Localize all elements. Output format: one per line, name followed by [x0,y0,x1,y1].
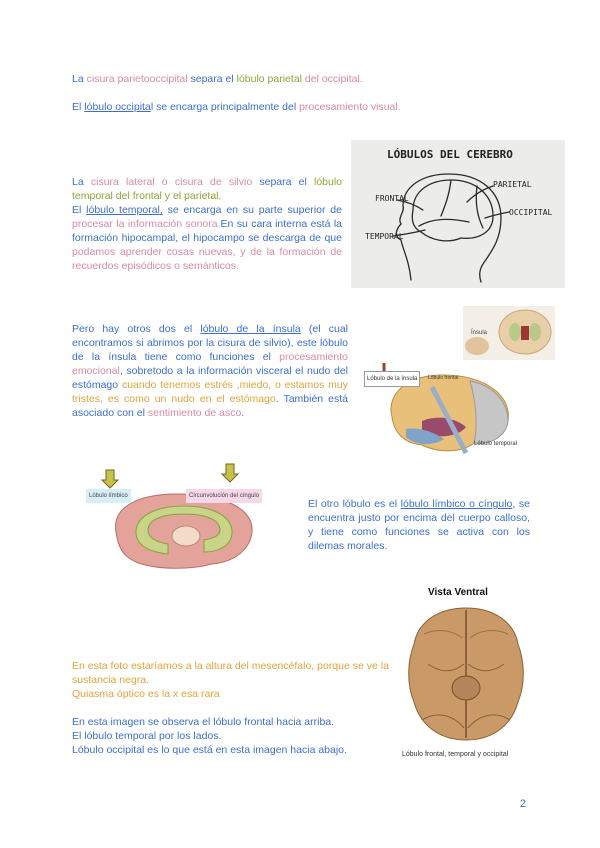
line-occipital-abajo: Lóbulo occipital es lo que está en esta imagen hacia abajo. [72,744,347,756]
line-lobulo-occipital: El lóbulo occipital se encarga principalmente del procesamiento visual. [72,101,401,113]
sketch-label-temporal: TEMPORAL [365,232,404,241]
line-cisura-parietooccipital: La cisura parietooccipital separa el lóbulo parietal del occipital. [72,73,363,85]
label-circunvolucion-cingulo: Circunvolución del cíngulo [186,489,262,503]
sagittal-brain-icon [86,462,282,576]
label-lobulo-temporal-small: Lóbulo temporal [474,441,518,447]
label-lobulo-frontal-small: Lóbulo frontal [428,375,459,381]
label-insula: Ínsula [471,330,488,336]
page-number: 2 [519,798,526,810]
section-limbico [308,497,530,553]
sketch-label-occipital: OCCIPITAL [509,208,553,217]
sketch-label-frontal: FRONTAL [375,194,409,203]
section-temporal [72,175,342,273]
brain-lobes-sketch [351,140,565,288]
line-quiasma-optico: Quiasma óptico es la x esa rara [72,688,220,700]
line-mesencefalo: En esta foto estaríamos a la altura del mesencéfalo, porque se ve la sustancia negra. [72,660,389,686]
insula-lateral-brain [362,357,520,461]
ventral-view-title: Vista Ventral [428,587,488,598]
ventral-brain-photo [398,604,534,744]
section-parietooccipital [72,72,542,114]
section-insula [72,322,348,420]
section-vista-ventral [72,659,392,757]
paragraph-lobulo-limbico: El otro lóbulo es el lóbulo límbico o cíngulo, se encuentra justo por encima del cuerpo calloso, y tiene como funciones se activa con los dilemas morales. [308,498,530,552]
ventral-brain-icon [398,604,534,744]
paragraph-lobulo-temporal: El lóbulo temporal, se encarga en su parte superior de procesar la información sonora.En su cara interna está la formación hipocampal, el hipocampo se descarga de que podamos aprender cosas nuevas, y de la formación de recuerdos episódicos o semánticos. [72,204,342,272]
ventral-view-caption: Lóbulo frontal, temporal y occipital [402,751,509,758]
label-lobulo-limbico: Lóbulo límbico [86,489,131,503]
line-temporal-lados: El lóbulo temporal por los lados. [72,730,222,742]
label-lobulo-insula: Lóbulo de la ínsula [364,371,420,387]
insula-coronal-section [463,306,555,360]
paragraph-cisura-lateral: La cisura lateral o cisura de silvio separa el lóbulo temporal del frontal y el parietal. [72,176,343,202]
sketch-title: LÓBULOS DEL CEREBRO [387,148,513,161]
sketch-label-parietal: PARIETAL [493,180,532,189]
paragraph-lobulo-insula: Pero hay otros dos el lóbulo de la ínsula (el cual encontramos si abrimos por la cisura de silvio), este lóbulo de la ínsula tiene como funciones el procesamiento emocional, sobretodo a la información visceral el nudo del estómago cuando tenemos estrés ,miedo, o estamos muy tristes, es como un nudo en el estómago. También está asociado con el sentimiento de asco. [72,323,349,419]
line-frontal-arriba: En esta imagen se observa el lóbulo frontal hacia arriba. [72,716,335,728]
limbic-lobe-figure [86,462,282,576]
